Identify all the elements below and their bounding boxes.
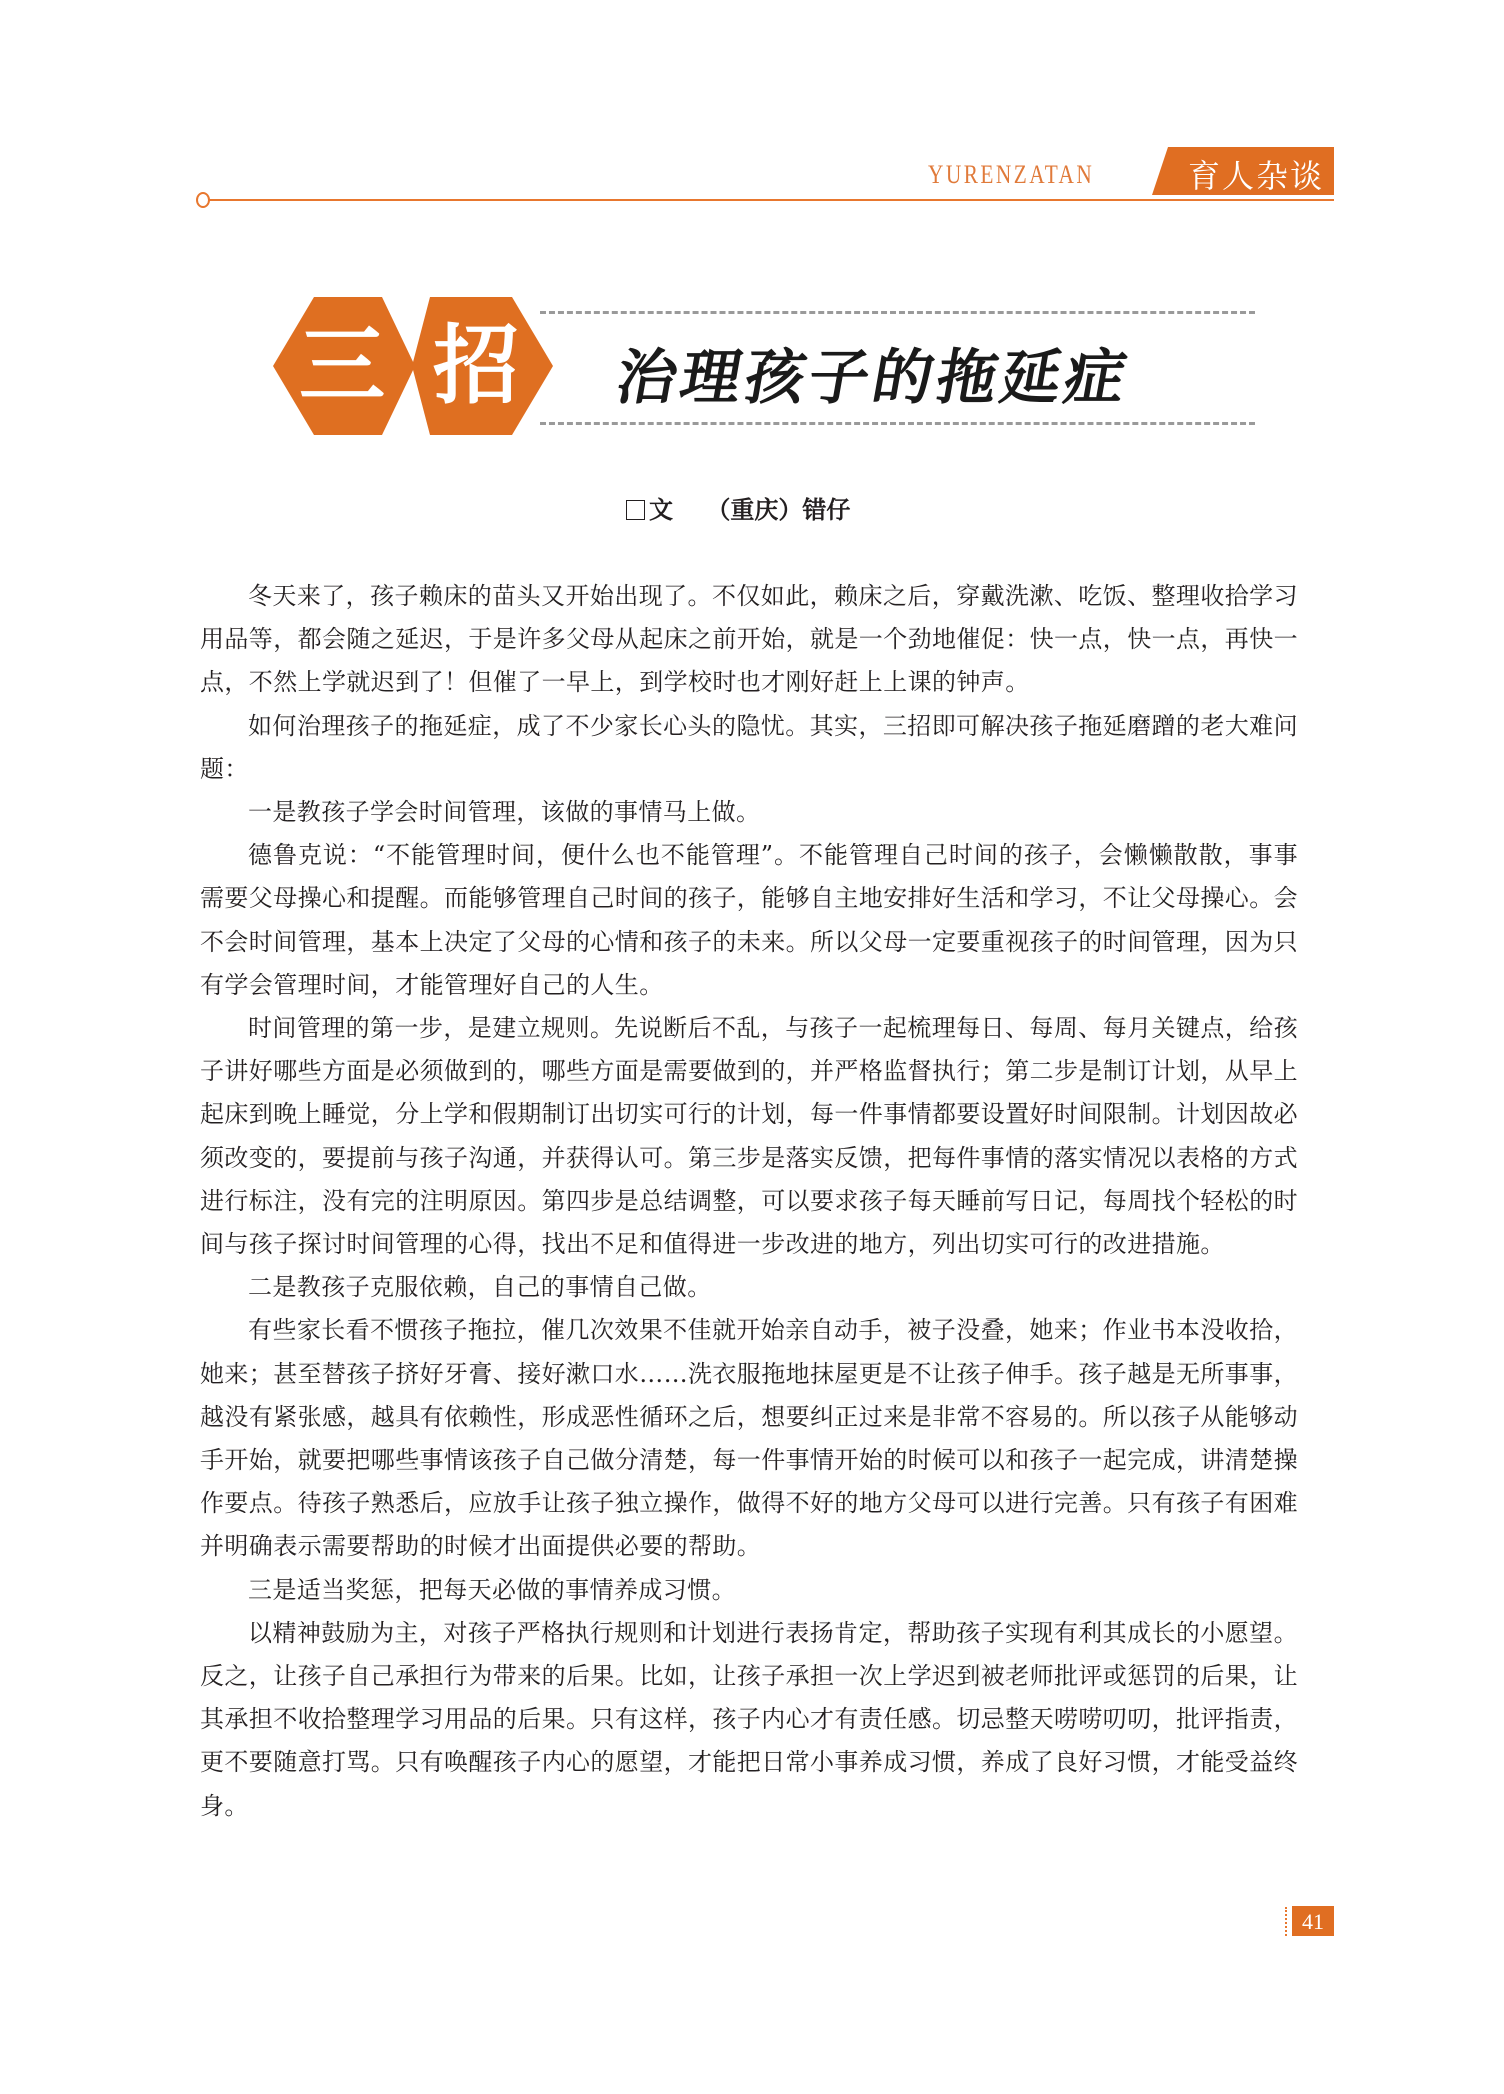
badge-char-1: 三 (299, 316, 385, 416)
paragraph-heading-1: 一是教孩子学会时间管理，该做的事情马上做。 (248, 798, 761, 827)
paragraph: 时间管理的第一步，是建立规则。先说断后不乱，与孩子一起梳理每日、每周、每月关键点，给孩子讲好哪些方面是必须做到的，哪些方面是需要做到的，并严格监督执行；第二步是制订计划，从早上起床到晚上睡觉，分上学和假期制订出切实可行的计划，每一件事情都要设置好时间限制。计划因故必须改变的，要提前与孩子沟通，并获得认可。第三步是落实反馈，把每件事情的落实情况以表格的方式进行标注，没有完的注明原因。第四步是总结调整，可以要求孩子每天睡前写日记，每周找个轻松的时间与孩子探讨时间管理的心得，找出不足和值得进一步改进的地方，列出切实可行的改进措施。 (200, 1014, 1298, 1259)
badge-char-2: 招 (433, 316, 519, 416)
article-body (200, 575, 1298, 1828)
byline-label: 文 (649, 496, 673, 524)
paragraph: 以精神鼓励为主，对孩子严格执行规则和计划进行表扬肯定，帮助孩子实现有利其成长的小愿望。反之，让孩子自己承担行为带来的后果。比如，让孩子承担一次上学迟到被老师批评或惩罚的后果，让其承担不收拾整理学习用品的后果。只有这样，孩子内心才有责任感。切忌整天唠唠叨叨，批评指责，更不要随意打骂。只有唤醒孩子内心的愿望，才能把日常小事养成习惯，养成了良好习惯，才能受益终身。 (200, 1618, 1298, 1820)
title-dashed-rule-bottom (540, 422, 1255, 425)
byline-author: （重庆）错仔 (706, 496, 851, 524)
paragraph: 冬天来了，孩子赖床的苗头又开始出现了。不仅如此，赖床之后，穿戴洗漱、吃饭、整理收拾学习用品等，都会随之延迟，于是许多父母从起床之前开始，就是一个劲地催促：快一点，快一点，再快一点，不然上学就迟到了！但催了一早上，到学校时也才刚好赶上上课的钟声。 (200, 582, 1298, 697)
article-title: 治理孩子的拖延症 (610, 343, 1136, 413)
paragraph-heading-3: 三是适当奖惩，把每天必做的事情养成习惯。 (248, 1575, 736, 1604)
paragraph-heading-2: 二是教孩子克服依赖，自己的事情自己做。 (248, 1273, 712, 1302)
byline-box-icon (626, 500, 645, 520)
paragraph: 德鲁克说：“不能管理时间，便什么也不能管理”。不能管理自己时间的孩子，会懒懒散散，事事需要父母操心和提醒。而能够管理自己时间的孩子，能够自主地安排好生活和学习，不让父母操心。会不会时间管理，基本上决定了父母的心情和孩子的未来。所以父母一定要重视孩子的时间管理，因为只有学会管理时间，才能管理好自己的人生。 (200, 841, 1298, 999)
header-rule (208, 199, 1334, 201)
paragraph: 如何治理孩子的拖延症，成了不少家长心头的隐忧。其实，三招即可解决孩子拖延磨蹭的老大难问题： (200, 711, 1298, 783)
paragraph: 有些家长看不惯孩子拖拉，催几次效果不佳就开始亲自动手，被子没叠，她来；作业书本没收拾，她来；甚至替孩子挤好牙膏、接好漱口水……洗衣服拖地抹屋更是不让孩子伸手。孩子越是无所事事，越没有紧张感，越具有依赖性，形成恶性循环之后，想要纠正过来是非常不容易的。所以孩子从能够动手开始，就要把哪些事情该孩子自己做分清楚，每一件事情开始的时候可以和孩子一起完成，讲清楚操作要点。待孩子熟悉后，应放手让孩子独立操作，做得不好的地方父母可以进行完善。只有孩子有困难并明确表示需要帮助的时候才出面提供必要的帮助。 (200, 1316, 1298, 1561)
page-number-dotted-rule (1285, 1907, 1287, 1936)
byline (626, 490, 850, 525)
section-name-chinese: 育人杂谈 (1188, 157, 1325, 195)
title-dashed-rule-top (540, 311, 1255, 314)
title-badge (270, 295, 556, 437)
page-number: 41 (1292, 1906, 1334, 1936)
section-tag (1152, 147, 1334, 195)
section-name-english: YURENZATAN (928, 160, 1095, 189)
